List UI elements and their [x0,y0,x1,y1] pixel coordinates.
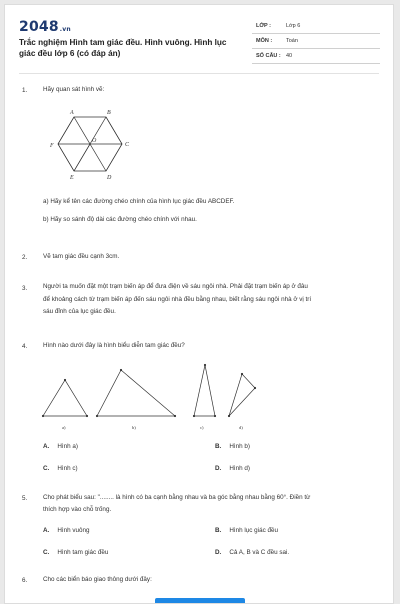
header-divider [19,73,379,74]
meta-subject [252,35,380,49]
option-d[interactable] [215,549,289,556]
triangle-d [229,374,255,416]
question-number: 2. [22,254,28,261]
figure-label-d: d) [239,425,243,430]
triangle-b [97,370,175,416]
option-letter: B. [215,527,222,534]
option-letter: C. [43,549,50,556]
option-a[interactable] [43,527,90,534]
option-b[interactable] [215,443,250,450]
meta-class [252,20,380,34]
meta-count [252,50,380,64]
figure-label-a: a) [62,425,66,430]
question-text-line: thích hợp vào chỗ trống. [43,506,112,513]
option-letter: D. [215,465,222,472]
option-c[interactable] [43,549,108,556]
question-text: Vẽ tam giác đều cạnh 3cm. [43,253,120,260]
document-page [4,4,394,604]
question-number: 5. [22,495,28,502]
question-number: 4. [22,343,28,350]
question-text-line: sáu đỉnh của lục giác đều. [43,308,116,315]
option-a[interactable] [43,443,78,450]
logo-suffix: .vn [59,26,71,33]
option-text: Cả A, B và C đều sai. [229,549,290,556]
vertex-c-label: C [125,142,130,148]
question-text: Hình nào dưới đây là hình biểu diễn tam giác đều? [43,342,185,349]
option-text: Hình a) [57,443,78,450]
option-letter: A. [43,443,50,450]
triangle-c [194,365,215,416]
subquestion-a: a) Hãy kể tên các đường chéo chính của hình lục giác đều ABCDEF. [43,198,235,205]
vertex-f-label: F [50,143,54,149]
option-text: Hình vuông [57,527,90,534]
option-text: Hình d) [229,465,250,472]
meta-value: Toán [286,38,298,44]
vertex-e-label: E [70,175,74,181]
question-text-line: Người ta muốn đặt một trạm biến áp để đưa điện về sáu ngôi nhà. Phải đặt trạm biến áp ở đâu [43,283,308,290]
site-logo[interactable] [19,19,71,35]
option-text: Hình tam giác đều [57,549,109,556]
question-text-line: để khoảng cách từ trạm biến áp đến sáu ngôi nhà đều bằng nhau, biết rằng sáu ngôi nhà ở vị trí [43,296,312,303]
meta-value: 40 [286,53,293,59]
question-text-line: Cho phát biểu sau: "........ là hình có ba cạnh bằng nhau và ba góc bằng nhau bằng 60°. Điền từ [43,494,311,501]
option-letter: B. [215,443,222,450]
vertex-a-label: A [70,110,74,116]
logo-text: 2048 [19,19,59,35]
page-title: Trắc nghiệm Hình tam giác đều. Hình vuông. Hình lục giác đều lớp 6 (có đáp án) [19,38,227,58]
action-button[interactable] [155,598,245,604]
figure-label-c: c) [200,425,204,430]
meta-label: MÔN : [256,38,273,44]
figure-label-b: b) [132,425,136,430]
hexagon-figure [39,105,139,185]
question-text: Hãy quan sát hình vẽ: [43,86,105,93]
option-b[interactable] [215,527,278,534]
question-number: 3. [22,285,28,292]
option-text: Hình b) [229,443,250,450]
meta-label: SỐ CÂU : [256,53,281,59]
vertex-d-label: D [107,175,112,181]
option-letter: D. [215,549,222,556]
meta-label: LỚP : [256,23,271,29]
question-text: Cho các biển báo giao thông dưới đây: [43,576,152,583]
option-c[interactable] [43,465,78,472]
triangle-figures [35,360,265,435]
option-text: Hình c) [57,465,78,472]
option-d[interactable] [215,465,250,472]
question-number: 1. [22,87,28,94]
option-text: Hình lục giác đều [229,527,278,534]
question-number: 6. [22,577,28,584]
vertex-b-label: B [107,110,111,116]
center-o-label: O [92,138,97,144]
option-letter: A. [43,527,50,534]
meta-value: Lớp 6 [286,23,301,29]
option-letter: C. [43,465,50,472]
subquestion-b: b) Hãy so sánh độ dài các đường chéo chính với nhau. [43,216,197,223]
triangle-a [43,380,87,416]
